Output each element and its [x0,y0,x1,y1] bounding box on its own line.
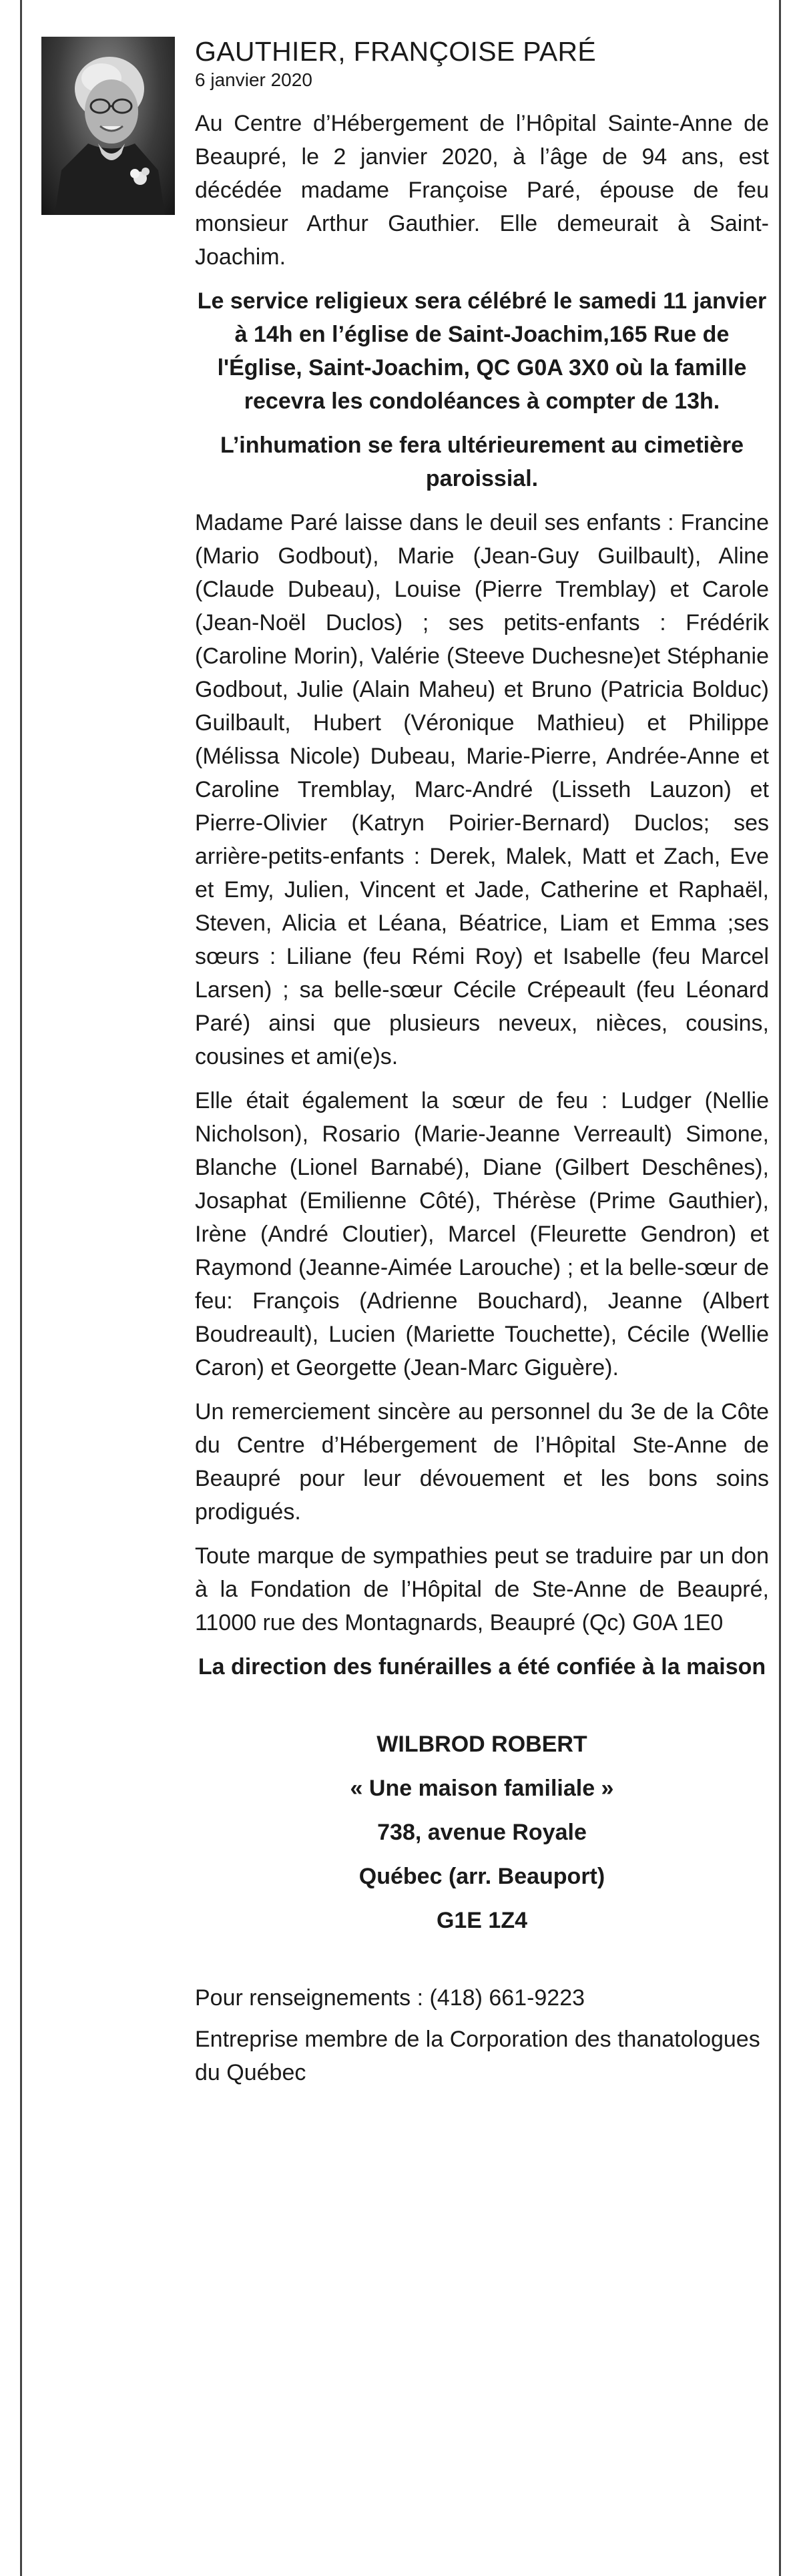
funeral-home-name: WILBROD ROBERT [376,1732,587,1757]
spacer [195,1948,769,1981]
funeral-home-address: 738, avenue Royale [377,1820,587,1845]
portrait-photo [41,37,175,215]
funeral-home-tagline: « Une maison familiale » [350,1776,614,1801]
phone-info: Pour renseignements : (418) 661-9223 [195,1985,585,2011]
thanks-paragraph: Un remerciement sincère au personnel du 3e de la Côte du Centre d’Hébergement de l’Hôpital Ste-Anne de Beaupré pour leur dévouement et les bons soins prodigués. [195,1399,769,1525]
deceased-name: GAUTHIER, FRANÇOISE PARÉ [195,36,597,67]
survivors-paragraph: Madame Paré laisse dans le deuil ses enfants : Francine (Mario Godbout), Marie (Jean-Guy Guilbault), Aline (Claude Dubeau), Louise (Pierre Tremblay) et Carole (Jean-Noël Duclos) ; ses petits-enfants : Frédérik (Caroline Morin), Valérie (Steeve Duchesne)et Stéphanie Godbout, Julie (Alain Maheu) et Bruno (Patricia Bolduc) Guilbault, Hubert (Véronique Mathieu) et Philippe (Mélissa Nicole) Dubeau, Marie-Pierre, Andrée-Anne et Caroline Tremblay, Marc-André (Lisseth Lauzon) et Pierre-Olivier (Katryn Poirier-Bernard) Duclos; ses arrière-petits-enfants : Derek, Malek, Matt et Zach, Eve et Emy, Julien, Vincent et Jade, Catherine et Raphaël, Steven, Alicia et Léana, Béatrice, Liam et Emma ;ses sœurs : Liliane (feu Rémi Roy) et Isabelle (feu Marcel Larsen) ; sa belle-sœur Cécile Crépeault (feu Léonard Paré) ainsi que plusieurs neveux, nièces, cousins, cousines et ami(e)s. [195,510,769,1069]
corporation-member-info: Entreprise membre de la Corporation des thanatologues du Québec [195,2027,760,2085]
predeceased-paragraph: Elle était également la sœur de feu : Ludger (Nellie Nicholson), Rosario (Marie-Jeanne Verreault) Simone, Blanche (Lionel Barnabé), Diane (Gilbert Deschênes), Josaphat (Emilienne Côté), Thérèse (Prime Gauthier), Irène (André Cloutier), Marcel (Fleurette Gendron) et Raymond (Jeanne-Aimée Larouche) ; et la belle-sœur de feu: François (Adrienne Bouchard), Jeanne (Albert Boudreault), Lucien (Mariette Touchette), Cécile (Wellie Caron) et Georgette (Jean-Marc Giguère). [195,1088,769,1380]
spacer [195,1694,769,1728]
service-notice: Le service religieux sera célébré le samedi 11 janvier à 14h en l’église de Saint-Joachim,165 Rue de l'Église, Saint-Joachim, QC G0A 3X0 où la famille recevra les condoléances à compter de 13h. [197,288,767,414]
publication-date: 6 janvier 2020 [195,69,312,90]
death-announcement: Au Centre d’Hébergement de l’Hôpital Sainte-Anne de Beaupré, le 2 janvier 2020, à l’âge de 94 ans, est décédée madame Françoise Paré, épouse de feu monsieur Arthur Gauthier. Elle demeurait à Saint-Joachim. [195,111,769,270]
obituary-content [195,35,769,2097]
funeral-home-city: Québec (arr. Beauport) [358,1864,605,1889]
burial-notice: L’inhumation se fera ultérieurement au cimetière paroissial. [220,433,744,491]
donation-paragraph: Toute marque de sympathies peut se traduire par un don à la Fondation de l’Hôpital de Ste-Anne de Beaupré, 11000 rue des Montagnards, Beaupré (Qc) G0A 1E0 [195,1543,769,1635]
funeral-direction-notice: La direction des funérailles a été confiée à la maison [198,1654,766,1680]
funeral-home-postal: G1E 1Z4 [436,1908,528,1933]
